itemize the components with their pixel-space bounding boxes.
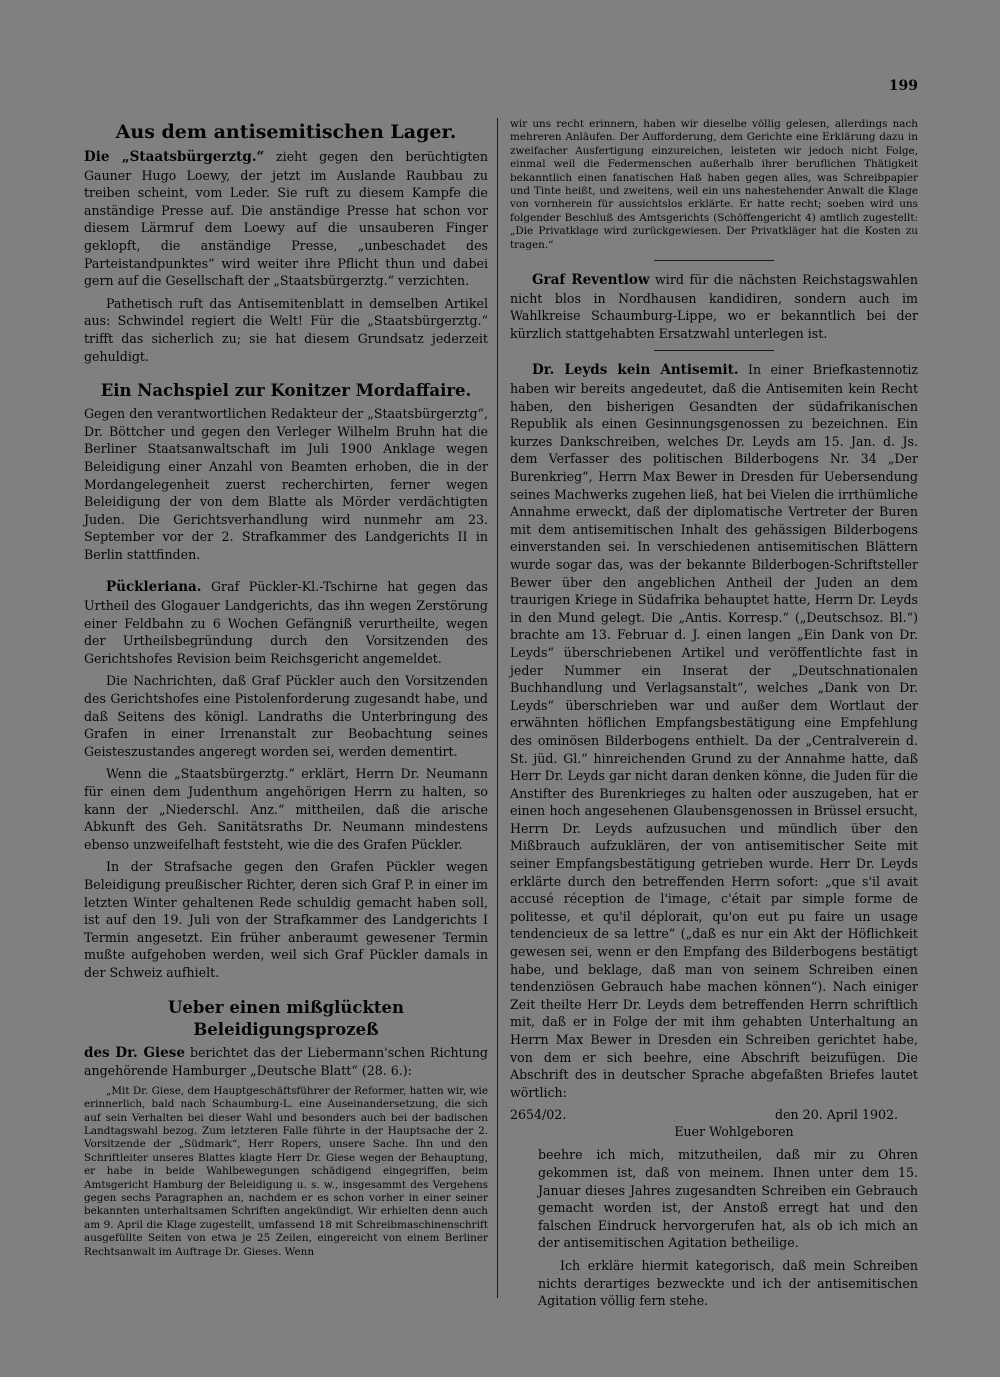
section-giese bbox=[84, 1044, 488, 1080]
column-rule bbox=[497, 118, 498, 1298]
letter-reference: 2654/02. bbox=[510, 1107, 567, 1123]
quote-paragraph: „Mit Dr. Giese, dem Hauptgeschäftsführer der Reformer, hatten wir, wie erinnerlich, bald nach Schaumburg-L. eine Auseinandersetzung, die sich auf sein Verhalten bei dieser Wahl und besonders auch bei der badischen Landtagswahl bezog. Zum letzteren Falle führte in der Hauptsache der 2. Vorsitzende der „Südmark“, Herr Ropers, unsere Sache. Ihn und den Schriftleiter unseres Blattes klagte Herr Dr. Giese wegen der Behauptung, er habe in beide Wahlbewegungen schädigend eingegriffen, beim Amtsgericht Hamburg der Beleidigung u. s. w., insgesammt des Vergehens gegen sechs Paragraphen an, nachdem er es schon vorher in einer seiner bekannten unterhaltsamen Schriften angekündigt. Wir erhielten denn auch am 9. April die Klage zugestellt, umfassend 18 mit Schreibmaschinenschrift ausgefüllte Seiten von etwa je 25 Zeilen, eingereicht von einem Berliner Rechtsanwalt im Auftrage Dr. Gieses. Wenn bbox=[84, 1084, 488, 1258]
letter-paragraph: beehre ich mich, mitzutheilen, daß mir zu Ohren gekommen ist, daß von meinem. Ihnen unter dem 15. Januar dieses Jahres zugesandten Schreiben ein Gebrauch gemacht worden ist, der Anstoß erregt hat und den falschen Eindruck hervorgerufen hat, als ob ich mich an der antisemitischen Agitation betheilige. bbox=[538, 1147, 918, 1251]
section-leyds bbox=[510, 361, 918, 1101]
section-divider bbox=[654, 260, 774, 261]
letter-paragraph: Ich erkläre hiermit kategorisch, daß mein Schreiben nichts derartiges bezweckte und ich der antisemitischen Agitation völlig fern stehe. bbox=[538, 1257, 918, 1309]
section-lead: Die „Staatsbürgerztg.“ bbox=[84, 149, 265, 165]
left-column bbox=[84, 118, 488, 1264]
paragraph-text: In einer Briefkastennotiz haben wir bereits angedeutet, daß die Antisemiten kein Recht haben, den bisherigen Gesandten der südafrikanischen Republik als einen Gesinnungsgenossen zu bezeichnen. Ein kurzes Dankschreiben, welches Dr. Leyds am 15. Jan. d. Js. dem Verfasser des politischen Bilderbogens Nr. 34 „Der Burenkrieg“, Herrn Max Bewer in Dresden für Uebersendung seines Machwerks zugehen ließ, hat bei Vielen die irrthümliche Annahme erweckt, daß der diplomatische Vertreter der Buren mit dem antisemitischen Inhalt des gehässigen Bilderbogens einverstanden sei. In verschiedenen antisemitischen Blättern wurde sogar das, was der bekannte Bilderbogen-Schriftsteller Bewer über den angeblichen Antheil der Juden an dem traurigen Kriege in Südafrika behauptet hatte, Herrn Dr. Leyds in den Mund gelegt. Die „Antis. Korresp.“ („Deutschsoz. Bl.“) brachte am 13. Februar d. J. einen langen „Ein Dank von Dr. Leyds“ überschriebenen Artikel und veröffentlichte fast in jeder Nummer ein Inserat der „Deutschnationalen Buchhandlung und Verlagsanstalt“, welches „Dank von Dr. Leyds“ überschrieben war und außer dem Wortlaut der erwähnten höflichen Empfangsbestätigung eine Empfehlung des ominösen Bilderbogens enthielt. Da der „Centralverein d. St. jüd. Gl.“ hinreichenden Grund zu der Annahme hatte, daß Herr Dr. Leyds gar nicht daran denken könne, die Juden für die Anstifter des Burenkrieges zu halten oder auszugeben, hat er einen hoch angesehenen Glaubensgenossen in Brüssel ersucht, Herrn Dr. Leyds aufzusuchen und mündlich über den Mißbrauch aufzuklären, der von antisemitischer Seite mit seiner Empfangsbestätigung getrieben wurde. Herr Dr. Leyds erklärte durch den betreffenden Herrn sofort: „que s'il avait accusé réception de l'image, c'était par simple forme de politesse, et qu'il déplorait, qu'on eut pu faire un usage tendencieux de sa lettre“ („daß es nur ein Akt der Höflichkeit gewesen sei, wenn er den Empfang des Bilderbogens bestätigt habe, und beklage, daß man von seinem Schreiben einen tendenziösen Gebrauch habe machen können“). Nach einiger Zeit theilte Herr Dr. Leyds dem betreffenden Herrn schriftlich mit, daß er in Folge der mit ihm gehabten Unterhaltung an Herrn Max Bewer in Dresden ein Schreiben gerichtet habe, von dem er sich beehre, eine Abschrift beizufügen. Die Abschrift des in deutscher Sprache abgefaßten Briefes lautet wörtlich: bbox=[510, 362, 918, 1100]
section-heading-konitz: Ein Nachspiel zur Konitzer Mordaffaire. bbox=[100, 381, 472, 401]
section-lead: Graf Reventlow bbox=[532, 272, 650, 289]
paragraph: Die Nachrichten, daß Graf Pückler auch den Vorsitzenden des Gerichtshofes eine Pistolenforderung zugesandt habe, und daß Seitens des königl. Landraths die Unterbringung des Grafen in einer Irrenanstalt zur Beobachtung seines Geisteszustandes angeregt worden sei, werden dementirt. bbox=[84, 673, 488, 759]
section-heading-giese: Ueber einen mißglückten Beleidigungsprozeß bbox=[167, 997, 405, 1039]
section-pueckleriana bbox=[84, 578, 488, 667]
paragraph-text: Graf Pückler-Kl.-Tschirne hat gegen das Urtheil des Glogauer Landgerichts, das ihn wegen Zerstörung einer Feldbahn zu 6 Wochen Gefängniß verurtheilte, wegen der Urtheilsbegründung durch den Vorsitzenden des Gerichtshofes Revision beim Reichsgericht angemeldet. bbox=[84, 579, 488, 666]
paragraph-text: berichtet das der Liebermann'schen Richtung angehörende Hamburger „Deutsche Blatt“ (28. 6.): bbox=[84, 1044, 488, 1079]
letter-body bbox=[510, 1146, 918, 1309]
section-reventlow bbox=[510, 271, 918, 342]
section-staatsbuergerztg bbox=[84, 148, 488, 290]
paragraph-text: zieht gegen den berüchtigten Gauner Hugo Loewy, der jetzt im Auslande Raubbau zu treiben scheint, vom Leder. Sie ruft zu diesem Kampfe die anständige Presse auf. Die anständige Presse hat schon vor diesem Lärmruf dem Loewy auf die unsauberen Finger geklopft, die anständige Presse, „unbeschadet des Parteistandpunktes“ wird weiter ihre Pflicht thun und dabei gern auf die Gesellschaft der „Staatsbürgerztg.“ verzichten. bbox=[84, 149, 488, 289]
paragraph-text: wird für die nächsten Reichstagswahlen nicht blos in Nordhausen kandidiren, sondern auch im Wahlkreise Schaumburg-Lippe, wo er bekanntlich bei der kürzlich stattgehabten Ersatzwahl unterlegen ist. bbox=[510, 272, 918, 341]
right-column bbox=[510, 118, 918, 1315]
letter-date: den 20. April 1902. bbox=[775, 1107, 898, 1123]
section-lead: des Dr. Giese bbox=[84, 1044, 185, 1061]
paragraph: Pathetisch ruft das Antisemitenblatt in demselben Artikel aus: Schwindel regiert die Welt! Für die „Staatsbürgerztg.“ trifft das sicherlich zu; sie hat diesem Grundsatz jederzeit gehuldigt. bbox=[84, 295, 488, 364]
section-lead: Pückleriana. bbox=[106, 579, 202, 596]
main-heading: Aus dem antisemitischen Lager. bbox=[115, 121, 457, 143]
letter-greeting: Euer Wohlgeboren bbox=[674, 1124, 794, 1140]
letter-header bbox=[510, 1106, 918, 1123]
page-number: 199 bbox=[888, 78, 918, 94]
paragraph: Gegen den verantwortlichen Redakteur der „Staatsbürgerztg“, Dr. Böttcher und gegen den Verleger Wilhelm Bruhn hat die Berliner Staatsanwaltschaft im Juli 1900 Anklage wegen Beleidigung einer Anzahl von Beamten erhoben, die in der Mordangelegenheit zuerst recherchirten, ferner wegen Beleidigung der von dem Blatte als Mörder verdächtigten Juden. Die Gerichtsverhandlung wird nunmehr am 23. September vor der 2. Strafkammer des Landgerichts II in Berlin stattfinden. bbox=[84, 406, 488, 562]
section-divider bbox=[654, 350, 774, 351]
paragraph: Wenn die „Staatsbürgerztg.“ erklärt, Herrn Dr. Neumann für einen dem Judenthum angehörigen Herrn zu halten, so kann der „Niederschl. Anz.“ mittheilen, daß die arische Abkunft des Geh. Sanitätsraths Dr. Neumann mindestens ebenso unzweifelhaft feststeht, wie die des Grafen Pückler. bbox=[84, 766, 488, 852]
quote-continued: wir uns recht erinnern, haben wir dieselbe völlig gelesen, allerdings nach mehreren Anläufen. Der Aufforderung, dem Gerichte eine Erklärung dazu in zweifacher Ausfertigung einzureichen, leisteten wir jedoch nicht Folge, einmal weil die Federmenschen außerhalb ihrer beruflichen Thätigkeit bekanntlich einen fanatischen Haß haben gegen alles, was Schreibpapier und Tinte heißt, und zweitens, weil ein uns nahestehender Anwalt die Klage von vornherein für aussichtslos erklärte. Er hatte recht; soeben wird uns folgender Beschluß des Amtsgerichts (Schöffengericht 4) amtlich zugestellt: „Die Privatklage wird zurückgewiesen. Der Privatkläger hat die Kosten zu tragen.“ bbox=[510, 118, 918, 251]
paragraph: In der Strafsache gegen den Grafen Pückler wegen Beleidigung preußischer Richter, deren sich Graf P. in einer im letzten Winter gehaltenen Rede schuldig gemacht haben soll, ist auf den 19. Juli von der Strafkammer des Landgerichts I Termin angesetzt. Ein früher anberaumt gewesener Termin mußte aufgehoben werden, weil sich Graf Pückler damals in der Schweiz aufhielt. bbox=[84, 859, 488, 980]
section-lead: Dr. Leyds kein Antisemit. bbox=[532, 362, 739, 379]
